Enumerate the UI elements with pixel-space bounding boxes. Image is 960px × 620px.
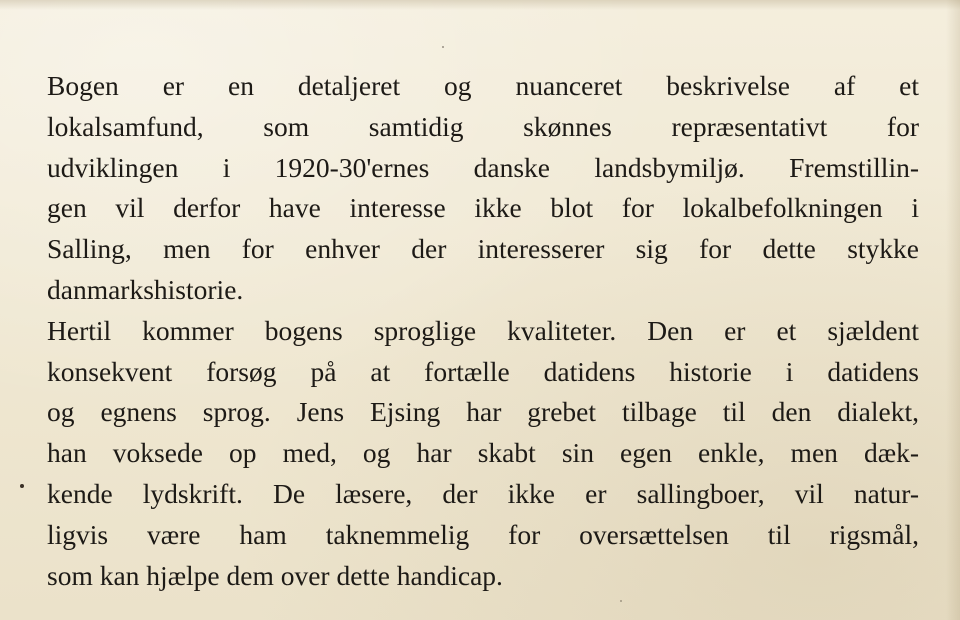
paragraph-2 [47,311,919,597]
text-line: konsekvent forsøg på at fortælle datidens historie i datidens [47,355,919,387]
text-line: han voksede op med, og har skabt sin egen enkle, men dæk- [47,437,919,469]
text-line: som kan hjælpe dem over dette handicap. [47,559,503,591]
text-line: og egnens sprog. Jens Ejsing har grebet tilbage til den dialekt, [47,396,919,428]
text-line: ligvis være ham taknemmelig for oversættelsen til rigsmål, [47,518,919,550]
scan-speck [442,46,444,48]
text-line: Salling, men for enhver der interesserer sig for dette stykke [47,233,919,265]
text-line: kende lydskrift. De læsere, der ikke er sallingboer, vil natur- [47,477,919,509]
text-line: danmarkshistorie. [47,273,244,305]
text-line: gen vil derfor have interesse ikke blot for lokalbefolkningen i [47,192,919,224]
text-line: lokalsamfund, som samtidig skønnes repræsentativt for [47,110,919,142]
text-line: Bogen er en detaljeret og nuanceret beskrivelse af et [47,70,919,101]
paragraph-1 [47,66,919,311]
body-text [47,66,919,596]
text-line: Hertil kommer bogens sproglige kvaliteter. Den er et sjældent [47,314,919,346]
text-line: udviklingen i 1920-30'ernes danske landsbymiljø. Fremstillin- [47,151,919,183]
scan-speck [620,600,622,602]
scan-speck [20,484,24,488]
